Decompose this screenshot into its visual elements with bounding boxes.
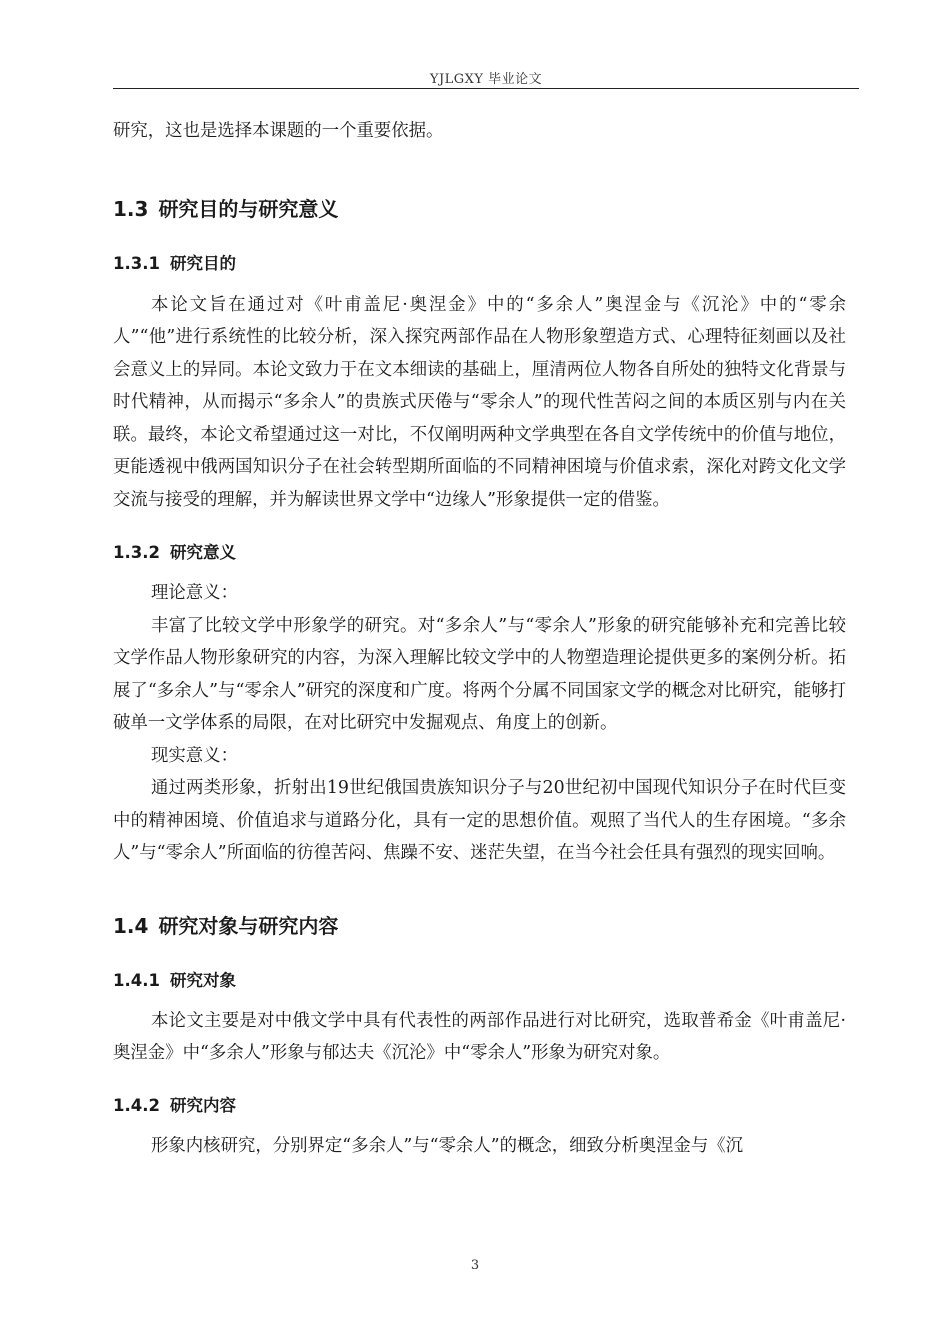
research-object-paragraph: 本论文主要是对中俄文学中具有代表性的两部作品进行对比研究，选取普希金《叶甫盖尼·奥涅金》中“多余人”形象与郁达夫《沉沦》中“零余人”形象为研究对象。 <box>113 1010 846 1063</box>
practical-significance-paragraph: 通过两类形象，折射出19世纪俄国贵族知识分子与20世纪初中国现代知识分子在时代巨变中的精神困境、价值追求与道路分化，具有一定的思想价值。观照了当代人的生存困境。“多余人”与“零余人”所面临的彷徨苦闷、焦躁不安、迷茫失望，在当今社会任具有强烈的现实回响。 <box>113 778 846 863</box>
document-body <box>113 115 846 1162</box>
section-heading-1-4 <box>113 910 846 939</box>
section-title: 研究对象与研究内容 <box>158 913 339 938</box>
subsection-heading-1-3-2 <box>113 539 846 563</box>
section-number: 1.3 <box>113 196 149 221</box>
continuation-paragraph: 研究，这也是选择本课题的一个重要依据。 <box>113 121 444 141</box>
subsection-heading-1-3-1 <box>113 250 846 274</box>
subsection-title: 研究意义 <box>169 543 236 562</box>
subsection-number: 1.4.2 <box>113 1095 160 1115</box>
subsection-number: 1.4.1 <box>113 970 160 990</box>
research-content-paragraph: 形象内核研究，分别界定“多余人”与“零余人”的概念，细致分析奥涅金与《沉 <box>151 1135 744 1156</box>
page-number: 3 <box>470 1258 480 1273</box>
subsection-title: 研究对象 <box>169 970 236 990</box>
section-number: 1.4 <box>113 913 149 938</box>
research-purpose-paragraph: 本论文旨在通过对《叶甫盖尼·奥涅金》中的“多余人”奥涅金与《沉沦》中的“零余人”“他”进行系统性的比较分析，深入探究两部作品在人物形象塑造方式、心理特征刻画以及社会意义上的异同。本论文致力于在文本细读的基础上，厘清两位人物各自所处的独特文化背景与时代精神，从而揭示“多余人”的贵族式厌倦与“零余人”的现代性苦闷之间的本质区别与内在关联。最终，本论文希望通过这一对比，不仅阐明两种文学典型在各自文学传统中的价值与地位，更能透视中俄两国知识分子在社会转型期所面临的不同精神困境与价值求索，深化对跨文化文学交流与接受的理解，并为解读世界文学中“边缘人”形象提供一定的借鉴。 <box>113 294 846 510</box>
practical-significance-label: 现实意义： <box>151 745 238 766</box>
subsection-number: 1.3.1 <box>113 253 160 273</box>
header-divider <box>113 88 859 89</box>
theory-significance-label: 理论意义： <box>151 583 238 603</box>
subsection-heading-1-4-1 <box>113 967 846 991</box>
subsection-title: 研究目的 <box>169 253 236 273</box>
page-header: YJLGXY 毕业论文 <box>429 72 543 87</box>
subsection-title: 研究内容 <box>169 1095 236 1115</box>
subsection-number: 1.3.2 <box>113 543 160 562</box>
section-heading-1-3 <box>113 193 846 222</box>
theory-significance-paragraph: 丰富了比较文学中形象学的研究。对“多余人”与“零余人”形象的研究能够补充和完善比较文学作品人物形象研究的内容，为深入理解比较文学中的人物塑造理论提供更多的案例分析。拓展了“多余人”与“零余人”研究的深度和广度。将两个分属不同国家文学的概念对比研究，能够打破单一文学体系的局限，在对比研究中发掘观点、角度上的创新。 <box>113 615 846 733</box>
section-title: 研究目的与研究意义 <box>158 196 339 221</box>
subsection-heading-1-4-2 <box>113 1092 846 1116</box>
